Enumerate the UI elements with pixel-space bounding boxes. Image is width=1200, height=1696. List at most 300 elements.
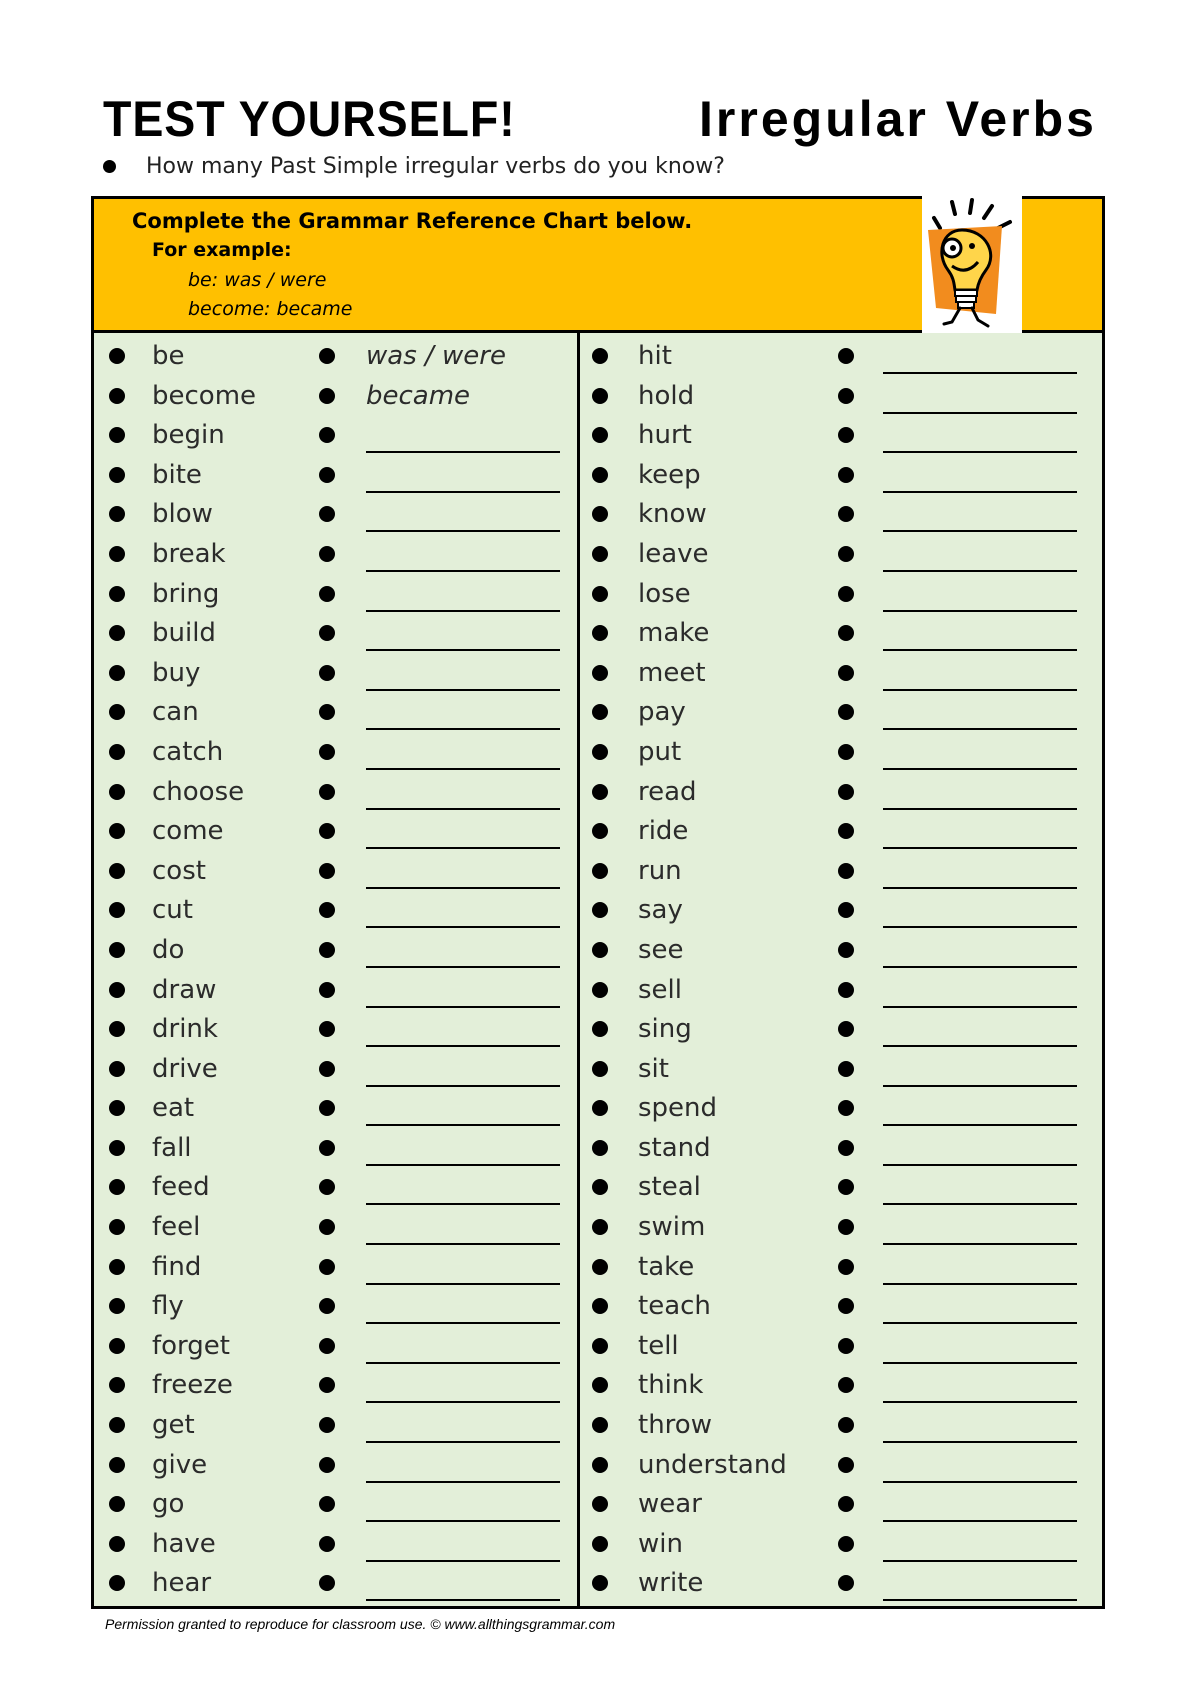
past-simple-answer-blank[interactable]: [366, 887, 560, 889]
past-simple-answer-blank[interactable]: [366, 1006, 560, 1008]
base-verb: break: [152, 538, 226, 569]
base-verb: write: [638, 1568, 704, 1599]
past-simple-answer-blank[interactable]: [883, 491, 1077, 493]
base-verb: make: [638, 618, 710, 649]
past-simple-answer-blank[interactable]: [366, 610, 560, 612]
verb-row: [580, 1052, 1102, 1092]
bullet-icon: [838, 546, 854, 562]
verb-row: [580, 616, 1102, 656]
past-simple-answer-blank[interactable]: [883, 926, 1077, 928]
base-verb: bite: [152, 459, 202, 490]
bullet-icon: [838, 506, 854, 522]
base-verb: tell: [638, 1330, 679, 1361]
verb-row: [94, 735, 577, 775]
bullet-icon: [109, 902, 125, 918]
bullet-icon: [319, 1179, 335, 1195]
bullet-icon: [592, 625, 608, 641]
bullet-icon: [319, 1259, 335, 1275]
base-verb: choose: [152, 776, 245, 807]
base-verb: come: [152, 816, 224, 847]
bullet-icon: [592, 1021, 608, 1037]
base-verb: draw: [152, 974, 217, 1005]
verb-row: [580, 1527, 1102, 1567]
past-simple-answer-blank[interactable]: [366, 649, 560, 651]
past-simple-answer-blank[interactable]: [883, 1560, 1077, 1562]
verb-row: [94, 695, 577, 735]
base-verb: hear: [152, 1568, 212, 1599]
bullet-icon: [838, 1338, 854, 1354]
past-simple-answer-blank[interactable]: [366, 570, 560, 572]
base-verb: drive: [152, 1053, 218, 1084]
past-simple-answer-blank[interactable]: [883, 1045, 1077, 1047]
bullet-icon: [592, 586, 608, 602]
subtitle-text: How many Past Simple irregular verbs do you know?: [146, 154, 725, 179]
verb-row: [94, 814, 577, 854]
verb-row: [580, 893, 1102, 933]
verb-row: [94, 577, 577, 617]
bullet-icon: [592, 863, 608, 879]
verb-row: [580, 1012, 1102, 1052]
past-simple-answer-blank[interactable]: [366, 1085, 560, 1087]
bullet-icon: [109, 1338, 125, 1354]
base-verb: hold: [638, 380, 695, 411]
past-simple-answer-blank[interactable]: [366, 1481, 560, 1483]
past-simple-example: was / were: [366, 341, 506, 371]
bullet-icon: [838, 586, 854, 602]
bullet-icon: [319, 704, 335, 720]
past-simple-answer-blank[interactable]: [883, 1283, 1077, 1285]
verb-row: [94, 1329, 577, 1369]
past-simple-answer-blank[interactable]: [366, 926, 560, 928]
verb-row: [94, 973, 577, 1013]
bullet-icon: [109, 1417, 125, 1433]
bullet-icon: [319, 388, 335, 404]
base-verb: have: [152, 1528, 216, 1559]
past-simple-answer-blank[interactable]: [883, 1481, 1077, 1483]
base-verb: feed: [152, 1172, 210, 1203]
base-verb: throw: [638, 1410, 712, 1441]
past-simple-answer-blank[interactable]: [883, 610, 1077, 612]
bullet-icon: [592, 1219, 608, 1235]
base-verb: find: [152, 1251, 202, 1282]
base-verb: meet: [638, 657, 706, 688]
bullet-icon: [592, 546, 608, 562]
base-verb: go: [152, 1489, 185, 1520]
past-simple-answer-blank[interactable]: [366, 1283, 560, 1285]
past-simple-answer-blank[interactable]: [366, 491, 560, 493]
base-verb: cut: [152, 895, 193, 926]
past-simple-answer-blank[interactable]: [366, 768, 560, 770]
past-simple-answer-blank[interactable]: [366, 1362, 560, 1364]
past-simple-answer-blank[interactable]: [883, 1164, 1077, 1166]
bullet-icon: [319, 1536, 335, 1552]
verb-row: [94, 1052, 577, 1092]
bullet-icon: [592, 1298, 608, 1314]
bullet-icon: [109, 982, 125, 998]
past-simple-answer-blank[interactable]: [883, 1362, 1077, 1364]
past-simple-answer-blank[interactable]: [883, 1085, 1077, 1087]
verb-row: [580, 735, 1102, 775]
base-verb: swim: [638, 1212, 706, 1243]
verb-row: [94, 1487, 577, 1527]
bullet-icon: [838, 744, 854, 760]
base-verb: feel: [152, 1212, 201, 1243]
bullet-icon: [592, 744, 608, 760]
past-simple-answer-blank[interactable]: [883, 966, 1077, 968]
bullet-icon: [838, 823, 854, 839]
verb-row: [94, 1408, 577, 1448]
bullet-icon: [319, 1496, 335, 1512]
base-verb: be: [152, 341, 185, 371]
verb-row: [94, 933, 577, 973]
base-verb: know: [638, 499, 707, 530]
verb-row: [94, 656, 577, 696]
past-simple-answer-blank[interactable]: [366, 1164, 560, 1166]
verb-row: [580, 1170, 1102, 1210]
past-simple-answer-blank[interactable]: [366, 1203, 560, 1205]
base-verb: catch: [152, 736, 224, 767]
bullet-icon: [319, 467, 335, 483]
base-verb: forget: [152, 1330, 230, 1361]
past-simple-answer-blank[interactable]: [883, 412, 1077, 414]
past-simple-answer-blank[interactable]: [366, 1322, 560, 1324]
bullet-icon: [319, 1140, 335, 1156]
bullet-icon: [592, 1377, 608, 1393]
base-verb: hit: [638, 341, 672, 371]
bullet-icon: [319, 1377, 335, 1393]
base-verb: sell: [638, 974, 682, 1005]
past-simple-answer-blank[interactable]: [883, 1124, 1077, 1126]
past-simple-answer-blank[interactable]: [366, 1560, 560, 1562]
past-simple-answer-blank[interactable]: [883, 847, 1077, 849]
base-verb: begin: [152, 420, 225, 451]
base-verb: fly: [152, 1291, 184, 1322]
verb-row: [580, 814, 1102, 854]
verb-row: [580, 973, 1102, 1013]
verb-row: [580, 1329, 1102, 1369]
bullet-icon: [109, 704, 125, 720]
footer-permission: Permission granted to reproduce for classroom use. © www.allthingsgrammar.com: [105, 1616, 616, 1632]
bullet-icon: [838, 1061, 854, 1077]
past-simple-answer-blank[interactable]: [366, 966, 560, 968]
bullet-icon: [592, 982, 608, 998]
verb-row: [94, 537, 577, 577]
verb-row: [94, 1210, 577, 1250]
bullet-icon: [319, 942, 335, 958]
bullet-icon: [592, 704, 608, 720]
base-verb: do: [152, 934, 185, 965]
verb-row: [94, 1012, 577, 1052]
bullet-icon: [109, 1575, 125, 1591]
bullet-icon: [319, 348, 335, 364]
bullet-icon: [109, 1061, 125, 1077]
grammar-reference-chart: [91, 196, 1105, 1609]
verb-row: [580, 854, 1102, 894]
bullet-icon: [109, 1140, 125, 1156]
past-simple-answer-blank[interactable]: [883, 1599, 1077, 1601]
bullet-icon: [592, 1417, 608, 1433]
bullet-icon: [319, 1298, 335, 1314]
bullet-icon: [838, 665, 854, 681]
past-simple-answer-blank[interactable]: [883, 1243, 1077, 1245]
verb-row: [94, 1527, 577, 1567]
example-label: For example:: [152, 239, 292, 261]
verb-row: [580, 339, 1102, 379]
bullet-icon: [109, 467, 125, 483]
base-verb: drink: [152, 1014, 218, 1045]
bullet-icon: [109, 1536, 125, 1552]
bullet-icon: [103, 160, 116, 173]
bullet-icon: [592, 1338, 608, 1354]
bullet-icon: [109, 1179, 125, 1195]
bullet-icon: [109, 625, 125, 641]
verb-row: [94, 1368, 577, 1408]
subtitle: [103, 154, 725, 179]
verb-row: [94, 1566, 577, 1606]
bullet-icon: [838, 348, 854, 364]
left-verb-column: [94, 339, 577, 1606]
past-simple-answer-blank[interactable]: [366, 808, 560, 810]
bullet-icon: [838, 427, 854, 443]
past-simple-answer-blank[interactable]: [883, 1006, 1077, 1008]
bullet-icon: [838, 1457, 854, 1473]
bullet-icon: [838, 625, 854, 641]
bullet-icon: [109, 388, 125, 404]
bullet-icon: [319, 506, 335, 522]
past-simple-answer-blank[interactable]: [366, 1243, 560, 1245]
past-simple-answer-blank[interactable]: [883, 451, 1077, 453]
base-verb: give: [152, 1449, 208, 1480]
bullet-icon: [838, 863, 854, 879]
past-simple-answer-blank[interactable]: [366, 1124, 560, 1126]
verb-row: [94, 854, 577, 894]
bullet-icon: [592, 467, 608, 483]
bullet-icon: [838, 704, 854, 720]
base-verb: become: [152, 380, 257, 411]
base-verb: win: [638, 1528, 683, 1559]
past-simple-answer-blank[interactable]: [366, 530, 560, 532]
bullet-icon: [838, 1417, 854, 1433]
bullet-icon: [319, 665, 335, 681]
base-verb: fall: [152, 1132, 192, 1163]
bullet-icon: [592, 1061, 608, 1077]
bullet-icon: [319, 586, 335, 602]
bullet-icon: [109, 546, 125, 562]
bullet-icon: [109, 1021, 125, 1037]
past-simple-answer-blank[interactable]: [366, 451, 560, 453]
bullet-icon: [592, 902, 608, 918]
past-simple-answer-blank[interactable]: [366, 847, 560, 849]
verb-row: [94, 1250, 577, 1290]
verb-row: [580, 1091, 1102, 1131]
bullet-icon: [592, 1575, 608, 1591]
bullet-icon: [319, 823, 335, 839]
bullet-icon: [319, 902, 335, 918]
base-verb: stand: [638, 1132, 711, 1163]
base-verb: say: [638, 895, 683, 926]
base-verb: bring: [152, 578, 220, 609]
past-simple-answer-blank[interactable]: [883, 808, 1077, 810]
verb-row: [580, 497, 1102, 537]
page-title: TEST YOURSELF!: [103, 91, 516, 147]
topic-title: Irregular Verbs: [699, 91, 1097, 147]
verb-row: [94, 775, 577, 815]
bullet-icon: [592, 1536, 608, 1552]
base-verb: pay: [638, 697, 686, 728]
bullet-icon: [838, 388, 854, 404]
verb-row: [94, 893, 577, 933]
past-simple-answer-blank[interactable]: [366, 728, 560, 730]
past-simple-answer-blank[interactable]: [883, 689, 1077, 691]
base-verb: blow: [152, 499, 213, 530]
bullet-icon: [109, 506, 125, 522]
bullet-icon: [838, 1179, 854, 1195]
base-verb: get: [152, 1410, 195, 1441]
base-verb: eat: [152, 1093, 195, 1124]
verb-row: [580, 1210, 1102, 1250]
past-simple-answer-blank[interactable]: [366, 1599, 560, 1601]
bullet-icon: [592, 823, 608, 839]
past-simple-answer-blank[interactable]: [883, 1401, 1077, 1403]
base-verb: run: [638, 855, 682, 886]
bullet-icon: [592, 1457, 608, 1473]
verb-row: [580, 1368, 1102, 1408]
base-verb: keep: [638, 459, 701, 490]
past-simple-answer-blank[interactable]: [366, 689, 560, 691]
past-simple-answer-blank[interactable]: [883, 1520, 1077, 1522]
bullet-icon: [592, 1100, 608, 1116]
base-verb: cost: [152, 855, 206, 886]
past-simple-answer-blank[interactable]: [366, 1401, 560, 1403]
bullet-icon: [319, 1219, 335, 1235]
past-simple-answer-blank[interactable]: [883, 728, 1077, 730]
base-verb: leave: [638, 538, 709, 569]
verb-row: [580, 1131, 1102, 1171]
past-simple-answer-blank[interactable]: [883, 1203, 1077, 1205]
bullet-icon: [838, 1100, 854, 1116]
bullet-icon: [319, 1575, 335, 1591]
verb-row: [94, 497, 577, 537]
bullet-icon: [592, 1496, 608, 1512]
verb-row: [580, 1250, 1102, 1290]
bullet-icon: [109, 1219, 125, 1235]
base-verb: ride: [638, 816, 689, 847]
verb-row: [94, 339, 577, 379]
instructions-band: [94, 199, 1102, 333]
past-simple-answer-blank[interactable]: [883, 887, 1077, 889]
bullet-icon: [838, 1140, 854, 1156]
base-verb: can: [152, 697, 199, 728]
verb-row: [580, 1566, 1102, 1606]
example-1: be: was / were: [188, 269, 327, 291]
base-verb: freeze: [152, 1370, 233, 1401]
bullet-icon: [109, 1298, 125, 1314]
bullet-icon: [838, 982, 854, 998]
base-verb: spend: [638, 1093, 718, 1124]
bullet-icon: [838, 1536, 854, 1552]
verb-row: [94, 379, 577, 419]
verb-row: [580, 656, 1102, 696]
bullet-icon: [109, 942, 125, 958]
bullet-icon: [592, 784, 608, 800]
bullet-icon: [319, 744, 335, 760]
verb-row: [580, 1408, 1102, 1448]
bullet-icon: [109, 1100, 125, 1116]
base-verb: sing: [638, 1014, 692, 1045]
bullet-icon: [109, 1496, 125, 1512]
base-verb: steal: [638, 1172, 701, 1203]
verb-row: [580, 577, 1102, 617]
bullet-icon: [838, 1219, 854, 1235]
past-simple-answer-blank[interactable]: [366, 1520, 560, 1522]
past-simple-answer-blank[interactable]: [883, 1322, 1077, 1324]
bullet-icon: [109, 784, 125, 800]
bullet-icon: [838, 1496, 854, 1512]
past-simple-example: became: [366, 380, 471, 411]
base-verb: put: [638, 736, 682, 767]
bullet-icon: [319, 1417, 335, 1433]
bullet-icon: [592, 388, 608, 404]
verb-table: [94, 333, 1102, 1606]
bullet-icon: [592, 1259, 608, 1275]
bullet-icon: [838, 902, 854, 918]
bullet-icon: [838, 467, 854, 483]
bullet-icon: [838, 1259, 854, 1275]
past-simple-answer-blank[interactable]: [883, 649, 1077, 651]
verb-row: [580, 695, 1102, 735]
base-verb: teach: [638, 1291, 711, 1322]
bullet-icon: [319, 1100, 335, 1116]
verb-row: [580, 933, 1102, 973]
past-simple-answer-blank[interactable]: [366, 1441, 560, 1443]
bullet-icon: [838, 1575, 854, 1591]
bullet-icon: [592, 665, 608, 681]
bullet-icon: [319, 784, 335, 800]
verb-row: [580, 458, 1102, 498]
bullet-icon: [592, 427, 608, 443]
past-simple-answer-blank[interactable]: [883, 530, 1077, 532]
past-simple-answer-blank[interactable]: [883, 570, 1077, 572]
verb-row: [580, 775, 1102, 815]
verb-row: [94, 1131, 577, 1171]
verb-row: [580, 1289, 1102, 1329]
bullet-icon: [109, 1457, 125, 1473]
past-simple-answer-blank[interactable]: [883, 768, 1077, 770]
base-verb: take: [638, 1251, 695, 1282]
bullet-icon: [109, 665, 125, 681]
right-verb-column: [580, 339, 1102, 1606]
verb-row: [580, 1487, 1102, 1527]
past-simple-answer-blank[interactable]: [883, 372, 1077, 374]
bullet-icon: [109, 348, 125, 364]
base-verb: see: [638, 934, 684, 965]
base-verb: buy: [152, 657, 201, 688]
base-verb: understand: [638, 1449, 787, 1480]
bullet-icon: [592, 1179, 608, 1195]
base-verb: read: [638, 776, 697, 807]
past-simple-answer-blank[interactable]: [366, 1045, 560, 1047]
past-simple-answer-blank[interactable]: [883, 1441, 1077, 1443]
bullet-icon: [319, 427, 335, 443]
verb-row: [94, 1170, 577, 1210]
bullet-icon: [319, 982, 335, 998]
base-verb: lose: [638, 578, 691, 609]
bullet-icon: [838, 1298, 854, 1314]
bullet-icon: [109, 863, 125, 879]
verb-row: [94, 1448, 577, 1488]
bullet-icon: [319, 625, 335, 641]
verb-row: [580, 537, 1102, 577]
